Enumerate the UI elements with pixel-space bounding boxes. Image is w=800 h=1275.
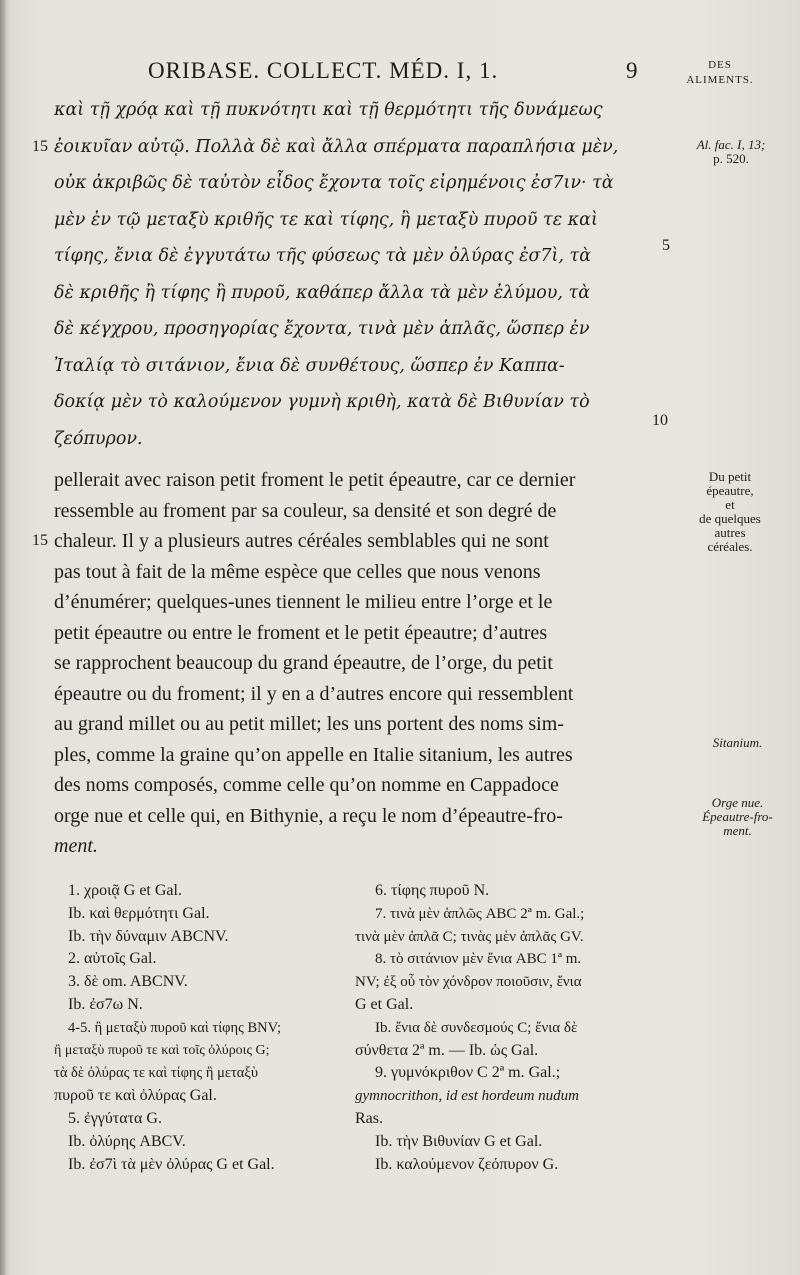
critical-notes-left-column [54, 880, 358, 1176]
margin-note-line: ment. [723, 823, 752, 838]
french-translation-block [54, 465, 662, 862]
french-line: petit épeautre ou entre le froment et le petit épeautre; d’autres [54, 621, 548, 644]
note-line: Ras. [355, 1109, 383, 1127]
greek-line: οὐκ ἀκριβῶς δὲ ταὐτὸν εἶδος ἔχοντα τοῖς εἰρημένοις ἐσ7ιν· τὰ [54, 173, 614, 193]
french-line: pas tout à fait de la même espèce que celles que nous venons [54, 560, 541, 583]
note-line: 4-5. ἢ μεταξὺ πυροῦ καὶ τίφης BNV; [68, 1019, 282, 1036]
note-line: 6. τίφης πυροῦ N. [375, 882, 490, 899]
french-line: chaleur. Il y a plusieurs autres céréales semblables qui ne sont [54, 530, 549, 552]
greek-line: δὲ κέγχρου, προσηγορίας ἔχοντα, τινὰ μὲν ἁπλᾶς, ὥσπερ ἐν [54, 319, 590, 339]
note-line: G et Gal. [355, 995, 414, 1013]
french-line: épeautre ou du froment; il y en a d’autres encore qui ressemblent [54, 682, 574, 705]
page-number: 9 [626, 58, 639, 83]
margin-note-line: et [725, 497, 735, 512]
margin-section-heading [670, 58, 770, 88]
french-line: se rapprochent beaucoup du grand épeautre, de l’orge, du petit [54, 652, 553, 674]
note-line: Ib. ὀλύρης ABCV. [68, 1132, 186, 1150]
margin-heading-line: DES [708, 59, 732, 71]
french-line: ment. [54, 835, 98, 857]
margin-note-sitanium: Sitanium. [712, 735, 763, 750]
greek-line: καὶ τῇ χρόᾳ καὶ τῇ πυκνότητι καὶ τῇ θερμότητι τῆς δυνάμεως [54, 100, 603, 120]
margin-reference-line: p. 520. [713, 151, 749, 166]
french-line: ressemble au froment par sa couleur, sa densité et son degré de [54, 499, 557, 522]
french-line: au grand millet ou au petit millet; les uns portent des noms sim- [54, 713, 564, 735]
note-line: τὰ δὲ ὀλύρας τε καὶ τίφης ἢ μεταξὺ [54, 1065, 259, 1082]
margin-reference-line: Al. fac. I, 13; [696, 137, 766, 152]
critical-notes-right-column [355, 880, 655, 1176]
note-line: Ib. ἐσ7ω N. [68, 995, 143, 1013]
french-line: pellerait avec raison petit froment le petit épeautre, car ce dernier [54, 469, 576, 491]
note-line: Ib. καλούμενον ζεόπυρον G. [375, 1155, 559, 1173]
note-line: πυροῦ τε καὶ ὀλύρας Gal. [54, 1087, 217, 1105]
greek-line: μὲν ἐν τῷ μεταξὺ κριθῆς τε καὶ τίφης, ἢ μεταξὺ πυροῦ τε καὶ [54, 209, 598, 230]
note-line: τινὰ μὲν ἁπλᾶ C; τινὰς μὲν ἁπλᾶς GV. [355, 928, 584, 945]
note-line: 1. χροιᾷ G et Gal. [68, 882, 182, 899]
note-line: 3. δὲ om. ABCNV. [68, 973, 188, 991]
french-line: des noms composés, comme celle qu’on nomme en Cappadoce [54, 774, 559, 796]
greek-line: τίφης, ἔνια δὲ ἐγγυτάτω τῆς φύσεως τὰ μὲν ὀλύρας ἐσ7ὶ, τὰ [54, 246, 592, 266]
line-number: 15 [32, 532, 48, 549]
margin-note-line: de quelques [699, 511, 761, 526]
margin-reference [672, 138, 790, 166]
note-line: Ib. τὴν δύναμιν ABCNV. [68, 927, 229, 945]
greek-line: δὲ κριθῆς ἢ τίφης ἢ πυροῦ, καθάπερ ἄλλα τὰ μὲν ἐλύμου, τὰ [54, 282, 591, 303]
margin-note-line: Orge nue. [711, 795, 764, 810]
note-line: 9. γυμνόκριθον C 2ª m. Gal.; [375, 1064, 561, 1082]
note-line: 2. αὐτοῖς Gal. [68, 950, 157, 968]
greek-line: ζεόπυρον. [54, 428, 143, 449]
margin-note-line: Épeautre-fro- [702, 809, 773, 824]
note-line: σύνθετα 2ª m. — Ib. ὡς Gal. [355, 1041, 539, 1059]
margin-note-line: Du petit [708, 469, 752, 484]
french-line: d’énumérer; quelques-unes tiennent le milieu entre l’orge et le [54, 591, 553, 613]
french-line: orge nue et celle qui, en Bithynie, a reçu le nom d’épeautre-fro- [54, 804, 563, 827]
note-line: ἢ μεταξὺ πυροῦ τε καὶ τοῖς ὀλύροις G; [54, 1042, 270, 1058]
margin-note-du-petit [680, 470, 780, 554]
running-title: ORIBASE. COLLECT. MÉD. I, 1. [148, 58, 499, 83]
line-number: 10 [652, 412, 668, 429]
note-line: Ib. ἐσ7ὶ τὰ μὲν ὀλύρας G et Gal. [68, 1155, 275, 1173]
margin-note-line: épeautre, [706, 483, 754, 498]
note-line: 8. τὸ σιτάνιον μὲν ἔνια ABC 1ª m. [375, 951, 582, 968]
note-line: 5. ἐγγύτατα G. [68, 1109, 162, 1127]
note-line: NV; ἐξ οὗ τὸν χόνδρον ποιοῦσιν, ἔνια [355, 974, 582, 991]
note-line: Ib. καὶ θερμότητι Gal. [68, 904, 210, 922]
line-number: 15 [32, 138, 48, 155]
line-number: 5 [662, 237, 670, 254]
margin-note-orge-nue [685, 796, 790, 838]
page-gutter-shadow [0, 0, 6, 1275]
margin-note-line: autres [714, 525, 746, 540]
note-line: gymnocrithon, id est hordeum nudum [355, 1088, 580, 1105]
running-header [148, 58, 648, 84]
greek-line: Ἰταλίᾳ τὸ σιτάνιον, ἔνια δὲ συνθέτους, ὥσπερ ἐν Καππα- [54, 355, 565, 376]
greek-line: δοκίᾳ μὲν τὸ καλούμενον γυμνὴ κριθὴ, κατὰ δὲ Βιθυνίαν τὸ [54, 392, 590, 412]
french-line: ples, comme la graine qu’on appelle en Italie sitanium, les autres [54, 743, 573, 766]
margin-note-line: céréales. [707, 539, 753, 554]
note-line: Ib. τὴν Βιθυνίαν G et Gal. [375, 1132, 543, 1150]
greek-text-block [54, 92, 662, 457]
margin-heading-line: ALIMENTS. [686, 74, 754, 86]
note-line: Ib. ἔνια δὲ συνδεσμούς C; ἔνια δὲ [375, 1019, 578, 1036]
greek-line: ἐοικυῖαν αὐτῷ. Πολλὰ δὲ καὶ ἄλλα σπέρματα παραπλήσια μὲν, [54, 136, 619, 157]
note-line: 7. τινὰ μὲν ἁπλῶς ABC 2ª m. Gal.; [375, 905, 585, 922]
